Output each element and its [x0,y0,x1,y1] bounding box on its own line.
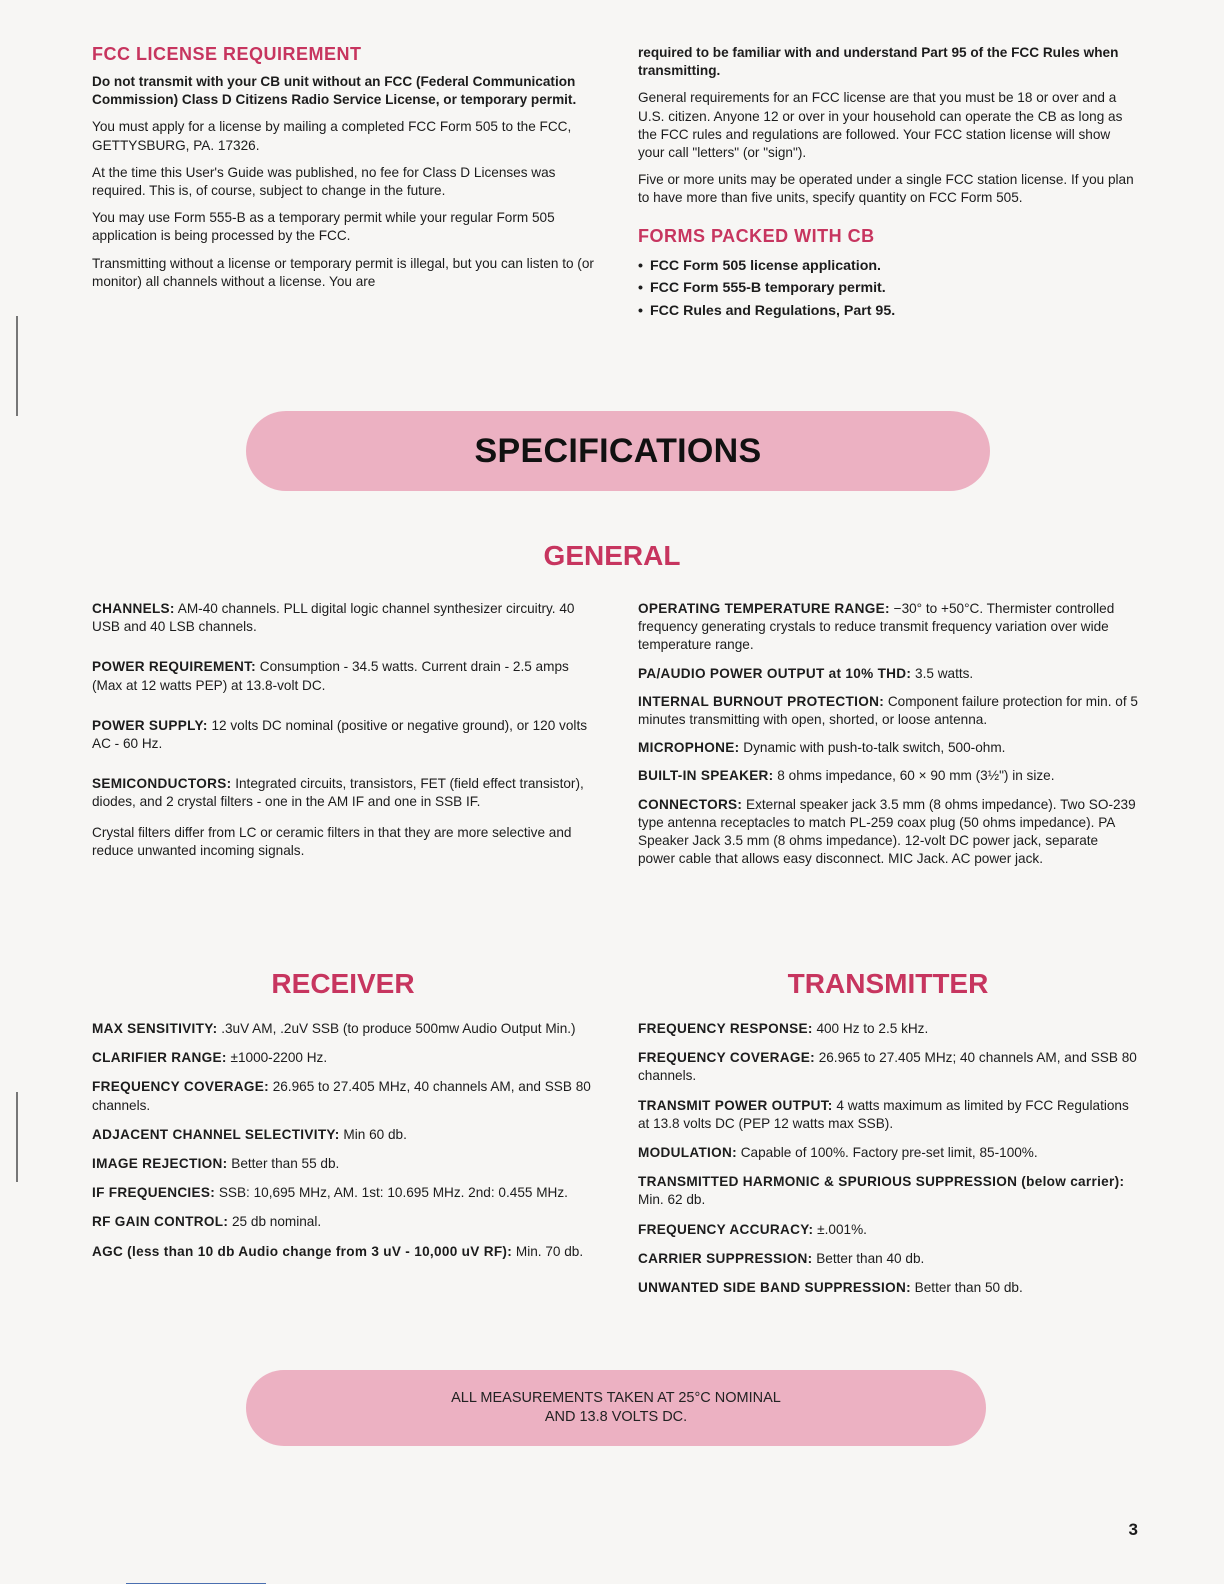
transmitter-heading: TRANSMITTER [787,968,989,999]
spec-value: Better than 55 db. [231,1156,340,1172]
list-item: • FCC Rules and Regulations, Part 95. [638,300,1138,323]
forms-list [638,255,1138,323]
spec-item [638,796,1138,869]
spec-label: MODULATION: [638,1145,737,1161]
spec-item [638,665,1138,683]
spec-item [92,1243,594,1261]
spec-item [92,775,594,811]
list-item: • FCC Form 555-B temporary permit. [638,277,1138,300]
binding-mark [16,1092,18,1182]
spec-value: External speaker jack 3.5 mm (8 ohms impedance). Two SO-239 type antenna receptacles to match PL-259 coax plug (50 ohms impedance). PA Speaker Jack 3.5 mm (8 ohms impedance). 12-volt DC power jack, separate power cable that allows easy disconnect. MIC Jack. AC power jack. [638,796,1136,867]
spec-value: ±1000-2200 Hz. [230,1050,328,1066]
spec-label: CARRIER SUPPRESSION: [638,1250,813,1266]
binding-mark [16,316,18,416]
spec-item [92,1078,594,1114]
spec-item [92,658,594,694]
spec-label: CONNECTORS: [638,796,743,812]
spec-value: Min. 62 db. [638,1192,706,1208]
spec-item [92,717,594,753]
specifications-banner [246,411,990,491]
spec-value: Capable of 100%. Factory pre-set limit, 85-100%. [740,1145,1038,1161]
receiver-column [92,1020,594,1272]
spec-item [638,739,1138,757]
spec-value: 400 Hz to 2.5 kHz. [816,1021,929,1036]
spec-value: Better than 40 db. [816,1250,925,1266]
fcc-paragraph: Five or more units may be operated under a single FCC station license. If you plan to have more than five units, specify quantity on FCC Form 505. [638,172,1134,206]
spec-label: MICROPHONE: [638,740,740,756]
spec-label: POWER REQUIREMENT: [92,659,256,675]
fcc-paragraph: General requirements for an FCC license are that you must be 18 or over and a U.S. citizen. Anyone 12 or over in your household can operate the CB as long as the FCC rules and regulations are followed. Your FCC station license will show your call "letters" (or "sign"). [638,90,1123,161]
receiver-heading: RECEIVER [271,968,415,999]
spec-item [638,1221,1138,1239]
spec-value: 26.965 to 27.405 MHz, 40 channels AM, and SSB 80 channels. [92,1079,591,1113]
spec-item [638,1173,1138,1209]
specifications-title: SPECIFICATIONS [474,431,762,470]
spec-item [638,1020,1138,1038]
spec-label: ADJACENT CHANNEL SELECTIVITY: [92,1126,340,1142]
fcc-license-section [92,44,594,300]
spec-value: 12 volts DC nominal (positive or negative ground), or 120 volts AC - 60 Hz. [92,717,588,752]
spec-value: 3.5 watts. [915,665,974,681]
spec-value: ±.001%. [817,1221,867,1237]
transmitter-column [638,1020,1138,1308]
spec-label: BUILT-IN SPEAKER: [638,768,774,784]
spec-label: UNWANTED SIDE BAND SUPPRESSION: [638,1280,911,1296]
spec-label: RF GAIN CONTROL: [92,1214,229,1230]
spec-value: Min. 70 db. [515,1243,584,1259]
general-heading: GENERAL [543,540,681,571]
spec-item [92,1213,594,1231]
spec-value: Integrated circuits, transistors, FET (field effect transistor), diodes, and 2 crystal filters - one in the AM IF and one in SSB IF. [92,776,584,810]
spec-item [638,1097,1138,1133]
spec-item [92,1049,594,1067]
spec-item [92,600,594,636]
spec-value: AM-40 channels. PLL digital logic channel synthesizer circuitry. 40 USB and 40 LSB channels. [92,601,575,635]
general-right-column [638,600,1138,878]
spec-item [638,1049,1138,1085]
spec-value: 4 watts maximum as limited by FCC Regulations at 13.8 volts DC (PEP 12 watts max SSB). [638,1097,1129,1131]
spec-item [638,693,1138,729]
spec-label: SEMICONDUCTORS: [92,776,232,792]
fcc-paragraph: You may use Form 555-B as a temporary permit while your regular Form 505 application is being processed by the FCC. [92,210,555,244]
fcc-paragraph: required to be familiar with and understand Part 95 of the FCC Rules when transmitting. [638,45,1119,79]
spec-label: TRANSMITTED HARMONIC & SPURIOUS SUPPRESSION (below carrier): [638,1174,1125,1190]
general-left-column [92,600,594,882]
spec-item [638,1279,1138,1297]
spec-item [92,1126,594,1144]
fcc-paragraph: At the time this User's Guide was published, no fee for Class D Licenses was required. This is, of course, subject to change in the future. [92,164,556,199]
spec-label: IMAGE REJECTION: [92,1156,228,1172]
spec-label: INTERNAL BURNOUT PROTECTION: [638,693,885,709]
spec-item [92,1155,594,1173]
spec-value: 25 db nominal. [231,1214,322,1230]
spec-item [92,1184,594,1202]
spec-label: FREQUENCY COVERAGE: [638,1050,815,1066]
spec-label: FREQUENCY ACCURACY: [638,1221,814,1237]
spec-value: Component failure protection for min. of 5 minutes transmitting with open, shorted, or loose antenna. [638,693,1138,728]
spec-label: CHANNELS: [92,601,175,616]
spec-value: SSB: 10,695 MHz, AM. 1st: 10.695 MHz. 2nd: 0.455 MHz. [218,1185,568,1201]
spec-label: MAX SENSITIVITY: [92,1021,218,1036]
spec-item [92,1020,594,1038]
spec-value: Dynamic with push-to-talk switch, 500-ohm. [743,740,1006,756]
spec-value: Better than 50 db. [914,1280,1023,1296]
spec-item [638,1250,1138,1268]
spec-value: Consumption - 34.5 watts. Current drain - 2.5 amps (Max at 12 watts PEP) at 13.8-volt DC. [92,659,569,693]
spec-value: .3uV AM, .2uV SSB (to produce 500mw Audio Output Min.) [221,1021,576,1036]
list-item: • FCC Form 505 license application. [638,255,1138,278]
fcc-license-heading: FCC LICENSE REQUIREMENT [92,44,362,64]
spec-value: 8 ohms impedance, 60 × 90 mm (3½") in size. [777,768,1055,784]
spec-label: TRANSMIT POWER OUTPUT: [638,1097,833,1113]
page-number: 3 [1128,1520,1138,1539]
spec-label: FREQUENCY COVERAGE: [92,1079,269,1095]
spec-item [638,600,1138,655]
crystal-filter-note: Crystal filters differ from LC or ceramic filters in that they are more selective and reduce unwanted incoming signals. [92,824,572,858]
spec-item [638,1144,1138,1162]
spec-value: 26.965 to 27.405 MHz; 40 channels AM, and SSB 80 channels. [638,1050,1137,1084]
measurement-note-banner [246,1370,986,1446]
fcc-paragraph: Do not transmit with your CB unit without an FCC (Federal Communication Commission) Class D Citizens Radio Service License, or temporary permit. [92,74,577,108]
spec-label: AGC (less than 10 db Audio change from 3 uV - 10,000 uV RF): [92,1243,513,1259]
spec-label: OPERATING TEMPERATURE RANGE: [638,601,890,616]
spec-label: POWER SUPPLY: [92,717,208,733]
spec-item [638,767,1138,785]
spec-value: −30° to +50°C. Thermister controlled frequency generating crystals to reduce transmit frequency variation over wide temperature range. [638,601,1115,653]
spec-value: Min 60 db. [343,1126,407,1142]
spec-label: CLARIFIER RANGE: [92,1050,227,1066]
spec-label: IF FREQUENCIES: [92,1185,216,1201]
measurement-note-line: AND 13.8 VOLTS DC. [544,1409,688,1425]
spec-label: FREQUENCY RESPONSE: [638,1021,813,1036]
spec-label: PA/AUDIO POWER OUTPUT at 10% THD: [638,665,912,681]
forms-packed-heading: FORMS PACKED WITH CB [638,225,875,246]
fcc-license-continued [638,44,1138,322]
measurement-note-line: ALL MEASUREMENTS TAKEN AT 25°C NOMINAL [451,1390,781,1406]
fcc-paragraph: Transmitting without a license or temporary permit is illegal, but you can listen to (or monitor) all channels without a license. You are [92,255,594,289]
fcc-paragraph: You must apply for a license by mailing a completed FCC Form 505 to the FCC, GETTYSBURG, PA. 17326. [92,119,572,153]
